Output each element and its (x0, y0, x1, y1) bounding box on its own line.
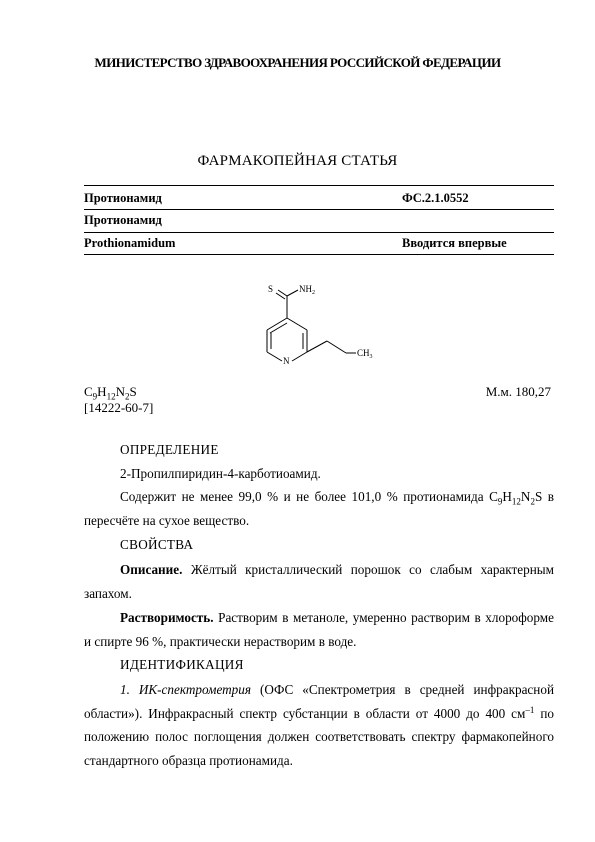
section-identification-heading: ИДЕНТИФИКАЦИЯ (120, 657, 244, 672)
properties-solubility: Растворимость. Растворим в метаноле, умеренно растворим в хлороформе и спирте 96 %, практически нерастворим в воде. (84, 610, 554, 649)
chain-bond-1 (307, 341, 327, 352)
cas-number: [14222-60-7] (84, 400, 154, 415)
ring-bond-4 (267, 352, 282, 361)
molecular-weight: М.м. 180,27 (485, 384, 551, 399)
chain-bond-2 (327, 341, 346, 353)
article-title: ФАРМАКОПЕЙНАЯ СТАТЬЯ (197, 153, 398, 169)
definition-content-cont: пересчёте на сухое вещество. (84, 513, 250, 528)
structural-formula (0, 0, 595, 400)
section-definition-heading: ОПРЕДЕЛЕНИЕ (120, 442, 219, 457)
ring-bond-6 (267, 318, 287, 330)
status-text: Вводится впервые (402, 236, 507, 250)
atom-nh: $NH_2$ (299, 284, 315, 296)
molecular-formula: $C_9H_{12}N_2S$ (84, 384, 137, 402)
section-properties-heading: СВОЙСТВА (120, 537, 194, 552)
atom-ch3: $CH_3$ (357, 348, 373, 360)
ring-bond-3 (292, 352, 307, 361)
ring-bond-6-inner (270, 323, 287, 333)
name-ru-2: Протионамид (84, 213, 162, 227)
atom-s: S (268, 284, 274, 294)
atom-n: N (283, 356, 290, 366)
monograph-code: ФС.2.1.0552 (402, 191, 469, 205)
properties-description: Описание. Жёлтый кристаллический порошок со слабым характерным запахом. (84, 562, 554, 601)
name-latin: Prothionamidum (84, 236, 176, 250)
definition-content: Содержит не менее 99,0 % и не более 101,0 % протионамида $C_9H_{12}N_2S$ в (120, 489, 555, 507)
definition-chemical-name: 2-Пропилпиридин-4-карботиоамид. (120, 466, 321, 481)
identification-ir: 1. ИК-спектрометрия (ОФС «Спектрометрия в средней инфракрасной области»). Инфракрасный спектр субстанции в области от 4000 до 400 $см^{-1}$ по положению полос поглощения должен соответствовать спектру фармакопейного стандартного образца протионамида. (84, 682, 554, 768)
bond-cn (287, 290, 298, 296)
name-ru-1: Протионамид (84, 191, 162, 205)
ministry-title: МИНИСТЕРСТВО ЗДРАВООХРАНЕНИЯ РОССИЙСКОЙ ФЕДЕРАЦИИ (94, 55, 501, 70)
ring-bond-1 (287, 318, 307, 330)
